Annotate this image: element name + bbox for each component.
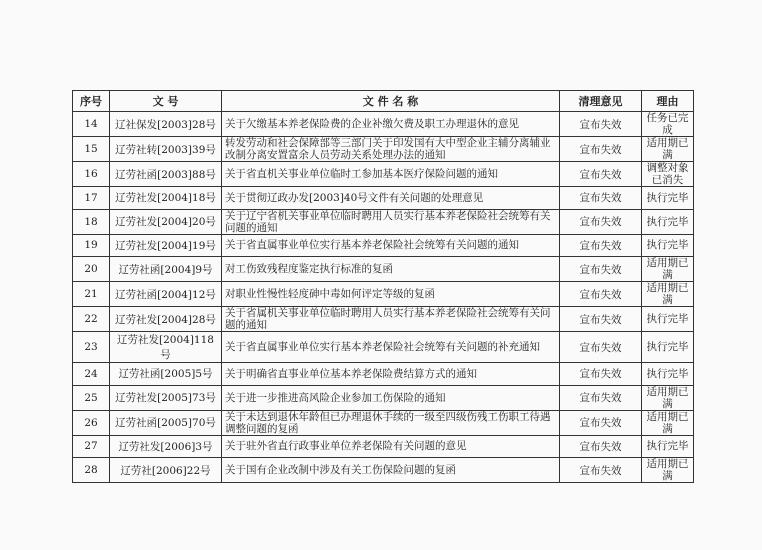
row-opinion: 宣布失效 xyxy=(560,458,642,483)
table-row xyxy=(73,187,694,210)
row-reason: 执行完毕 xyxy=(642,435,694,458)
row-opinion: 宣布失效 xyxy=(560,410,642,435)
row-doc-name: 关于辽宁省机关事业单位临时聘用人员实行基本养老保险社会统筹有关问题的通知 xyxy=(222,209,560,234)
table-row xyxy=(73,363,694,386)
row-opinion: 宣布失效 xyxy=(560,363,642,386)
row-opinion: 宣布失效 xyxy=(560,209,642,234)
row-index: 18 xyxy=(73,209,110,234)
row-opinion: 宣布失效 xyxy=(560,435,642,458)
header-name: 文 件 名 称 xyxy=(222,91,560,112)
row-doc-name: 关于省直属事业单位实行基本养老保险社会统筹有关问题的通知 xyxy=(222,234,560,257)
table-row xyxy=(73,137,694,162)
row-doc-name: 关于贯彻辽政办发[2003]40号文件有关问题的处理意见 xyxy=(222,187,560,210)
row-docno: 辽社保发[2003]28号 xyxy=(110,112,222,137)
row-docno: 辽劳社发[2004]18号 xyxy=(110,187,222,210)
row-reason: 执行完毕 xyxy=(642,332,694,363)
row-doc-name: 关于进一步推进高风险企业参加工伤保险的通知 xyxy=(222,385,560,410)
row-opinion: 宣布失效 xyxy=(560,385,642,410)
row-index: 19 xyxy=(73,234,110,257)
row-docno: 辽劳社函[2005]70号 xyxy=(110,410,222,435)
row-reason: 任务已完成 xyxy=(642,112,694,137)
row-index: 27 xyxy=(73,435,110,458)
row-index: 24 xyxy=(73,363,110,386)
row-reason: 适用期已满 xyxy=(642,257,694,282)
row-docno: 辽劳社发[2004]19号 xyxy=(110,234,222,257)
row-index: 28 xyxy=(73,458,110,483)
header-row xyxy=(73,91,694,112)
table-row xyxy=(73,234,694,257)
row-reason: 适用期已满 xyxy=(642,282,694,307)
row-doc-name: 关于未达到退休年龄但已办理退休手续的一级至四级伤残工伤职工待遇调整问题的复函 xyxy=(222,410,560,435)
header-reason: 理由 xyxy=(642,91,694,112)
row-index: 16 xyxy=(73,162,110,187)
row-docno: 辽劳社函[2005]5号 xyxy=(110,363,222,386)
table-row xyxy=(73,307,694,332)
row-doc-name: 关于欠缴基本养老保险费的企业补缴欠费及职工办理退休的意见 xyxy=(222,112,560,137)
row-doc-name: 关于省属机关事业单位临时聘用人员实行基本养老保险社会统筹有关问题的通知 xyxy=(222,307,560,332)
row-opinion: 宣布失效 xyxy=(560,307,642,332)
row-docno: 辽劳社发[2005]73号 xyxy=(110,385,222,410)
header-index: 序号 xyxy=(73,91,110,112)
row-reason: 调整对象已消失 xyxy=(642,162,694,187)
table-row xyxy=(73,332,694,363)
row-docno: 辽劳社[2006]22号 xyxy=(110,458,222,483)
row-index: 17 xyxy=(73,187,110,210)
row-reason: 执行完毕 xyxy=(642,209,694,234)
row-opinion: 宣布失效 xyxy=(560,332,642,363)
table-row xyxy=(73,458,694,483)
row-reason: 适用期已满 xyxy=(642,458,694,483)
table-row xyxy=(73,209,694,234)
row-opinion: 宣布失效 xyxy=(560,137,642,162)
row-reason: 执行完毕 xyxy=(642,234,694,257)
row-reason: 适用期已满 xyxy=(642,385,694,410)
row-docno: 辽劳社发[2006]3号 xyxy=(110,435,222,458)
header-opinion: 清理意见 xyxy=(560,91,642,112)
row-index: 21 xyxy=(73,282,110,307)
row-doc-name: 关于明确省直事业单位基本养老保险费结算方式的通知 xyxy=(222,363,560,386)
row-doc-name: 对职业性慢性轻度砷中毒如何评定等级的复函 xyxy=(222,282,560,307)
table-row xyxy=(73,282,694,307)
row-opinion: 宣布失效 xyxy=(560,282,642,307)
row-index: 15 xyxy=(73,137,110,162)
table-row xyxy=(73,410,694,435)
row-doc-name: 对工伤致残程度鉴定执行标准的复函 xyxy=(222,257,560,282)
row-docno: 辽劳社函[2004]12号 xyxy=(110,282,222,307)
table-body xyxy=(73,112,694,483)
row-docno: 辽劳社函[2004]9号 xyxy=(110,257,222,282)
row-index: 14 xyxy=(73,112,110,137)
row-index: 20 xyxy=(73,257,110,282)
row-reason: 适用期已满 xyxy=(642,137,694,162)
table-row xyxy=(73,112,694,137)
row-index: 25 xyxy=(73,385,110,410)
row-opinion: 宣布失效 xyxy=(560,112,642,137)
row-opinion: 宣布失效 xyxy=(560,187,642,210)
row-doc-name: 转发劳动和社会保障部等三部门关于印发国有大中型企业主辅分离辅业改制分离安置富余人员劳动关系处理办法的通知 xyxy=(222,137,560,162)
row-docno: 辽劳社发[2004]28号 xyxy=(110,307,222,332)
row-reason: 执行完毕 xyxy=(642,187,694,210)
row-reason: 适用期已满 xyxy=(642,410,694,435)
row-docno: 辽劳社发[2004]118号 xyxy=(110,332,222,363)
row-index: 26 xyxy=(73,410,110,435)
row-opinion: 宣布失效 xyxy=(560,162,642,187)
row-reason: 执行完毕 xyxy=(642,363,694,386)
row-doc-name: 关于省直机关事业单位临时工参加基本医疗保险问题的通知 xyxy=(222,162,560,187)
row-index: 23 xyxy=(73,332,110,363)
row-doc-name: 关于驻外省直行政事业单位养老保险有关问题的意见 xyxy=(222,435,560,458)
row-doc-name: 关于省直属事业单位实行基本养老保险社会统筹有关问题的补充通知 xyxy=(222,332,560,363)
table-row xyxy=(73,385,694,410)
row-reason: 执行完毕 xyxy=(642,307,694,332)
table-row xyxy=(73,257,694,282)
table-row xyxy=(73,435,694,458)
row-doc-name: 关于国有企业改制中涉及有关工伤保险问题的复函 xyxy=(222,458,560,483)
table-row xyxy=(73,162,694,187)
row-index: 22 xyxy=(73,307,110,332)
row-docno: 辽劳社转[2003]39号 xyxy=(110,137,222,162)
document-table xyxy=(72,90,694,483)
row-docno: 辽劳社发[2004]20号 xyxy=(110,209,222,234)
row-opinion: 宣布失效 xyxy=(560,234,642,257)
header-docno: 文 号 xyxy=(110,91,222,112)
row-docno: 辽劳社函[2003]88号 xyxy=(110,162,222,187)
row-opinion: 宣布失效 xyxy=(560,257,642,282)
